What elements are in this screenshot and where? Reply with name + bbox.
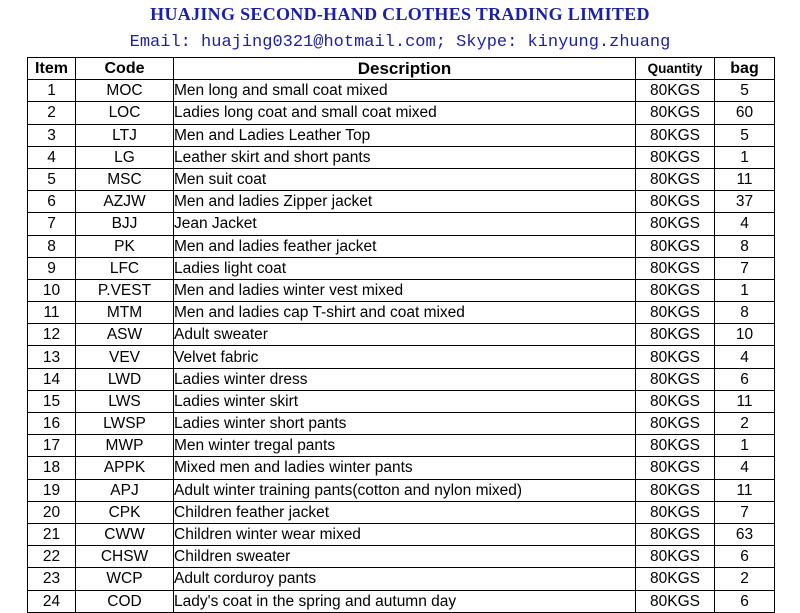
quantity-cell: 80KGS [636, 324, 715, 346]
description-cell: Men winter tregal pants [174, 435, 636, 457]
quantity-cell: 80KGS [636, 235, 715, 257]
code-cell: MWP [76, 435, 174, 457]
item-cell: 7 [28, 213, 76, 235]
description-cell: Children sweater [174, 546, 636, 568]
item-cell: 17 [28, 435, 76, 457]
description-cell: Men and ladies cap T-shirt and coat mixed [174, 302, 636, 324]
code-cell: LTJ [76, 124, 174, 146]
table-row [28, 213, 775, 235]
bag-cell: 2 [715, 413, 775, 435]
table-row [28, 235, 775, 257]
item-cell: 12 [28, 324, 76, 346]
quantity-cell: 80KGS [636, 302, 715, 324]
bag-cell: 63 [715, 523, 775, 545]
quantity-cell: 80KGS [636, 413, 715, 435]
bag-cell: 11 [715, 168, 775, 190]
description-cell: Ladies light coat [174, 257, 636, 279]
description-cell: Ladies winter dress [174, 368, 636, 390]
table-row [28, 390, 775, 412]
quantity-cell: 80KGS [636, 368, 715, 390]
item-cell: 16 [28, 413, 76, 435]
bag-cell: 11 [715, 479, 775, 501]
code-cell: LFC [76, 257, 174, 279]
bag-cell: 4 [715, 346, 775, 368]
code-cell: LWD [76, 368, 174, 390]
bag-cell: 7 [715, 501, 775, 523]
table-row [28, 102, 775, 124]
column-header-description: Description [174, 58, 636, 80]
table-row [28, 413, 775, 435]
code-cell: CWW [76, 523, 174, 545]
quantity-cell: 80KGS [636, 479, 715, 501]
code-cell: COD [76, 590, 174, 612]
bag-cell: 4 [715, 457, 775, 479]
table-row [28, 146, 775, 168]
code-cell: CPK [76, 501, 174, 523]
description-cell: Velvet fabric [174, 346, 636, 368]
table-row [28, 568, 775, 590]
table-row [28, 457, 775, 479]
table-row [28, 124, 775, 146]
bag-cell: 1 [715, 279, 775, 301]
description-cell: Men long and small coat mixed [174, 80, 636, 102]
description-cell: Adult sweater [174, 324, 636, 346]
description-cell: Men and ladies feather jacket [174, 235, 636, 257]
code-cell: LWS [76, 390, 174, 412]
item-cell: 8 [28, 235, 76, 257]
item-cell: 14 [28, 368, 76, 390]
table-row [28, 191, 775, 213]
quantity-cell: 80KGS [636, 191, 715, 213]
price-list-table [27, 57, 775, 613]
bag-cell: 8 [715, 302, 775, 324]
column-header-bag: bag [715, 58, 775, 80]
quantity-cell: 80KGS [636, 568, 715, 590]
item-cell: 6 [28, 191, 76, 213]
quantity-cell: 80KGS [636, 102, 715, 124]
item-cell: 20 [28, 501, 76, 523]
quantity-cell: 80KGS [636, 501, 715, 523]
item-cell: 4 [28, 146, 76, 168]
quantity-cell: 80KGS [636, 346, 715, 368]
table-body [28, 80, 775, 613]
item-cell: 21 [28, 523, 76, 545]
quantity-cell: 80KGS [636, 146, 715, 168]
quantity-cell: 80KGS [636, 257, 715, 279]
table-row [28, 80, 775, 102]
code-cell: APJ [76, 479, 174, 501]
item-cell: 22 [28, 546, 76, 568]
description-cell: Men suit coat [174, 168, 636, 190]
code-cell: LWSP [76, 413, 174, 435]
contact-line: Email: huajing0321@hotmail.com; Skype: kinyung.zhuang [129, 33, 671, 52]
item-cell: 18 [28, 457, 76, 479]
item-cell: 19 [28, 479, 76, 501]
code-cell: LG [76, 146, 174, 168]
bag-cell: 10 [715, 324, 775, 346]
bag-cell: 8 [715, 235, 775, 257]
item-cell: 15 [28, 390, 76, 412]
quantity-cell: 80KGS [636, 590, 715, 612]
bag-cell: 7 [715, 257, 775, 279]
description-cell: Adult winter training pants(cotton and nylon mixed) [174, 479, 636, 501]
bag-cell: 1 [715, 435, 775, 457]
description-cell: Ladies winter skirt [174, 390, 636, 412]
header-row [28, 58, 775, 80]
column-header-quantity: Quantity [636, 58, 715, 80]
code-cell: AZJW [76, 191, 174, 213]
table-row [28, 279, 775, 301]
table-row [28, 257, 775, 279]
quantity-cell: 80KGS [636, 546, 715, 568]
quantity-cell: 80KGS [636, 124, 715, 146]
bag-cell: 4 [715, 213, 775, 235]
quantity-cell: 80KGS [636, 80, 715, 102]
column-header-code: Code [76, 58, 174, 80]
item-cell: 23 [28, 568, 76, 590]
code-cell: MSC [76, 168, 174, 190]
bag-cell: 5 [715, 124, 775, 146]
quantity-cell: 80KGS [636, 390, 715, 412]
description-cell: Children feather jacket [174, 501, 636, 523]
description-cell: Men and ladies Zipper jacket [174, 191, 636, 213]
bag-cell: 5 [715, 80, 775, 102]
code-cell: CHSW [76, 546, 174, 568]
description-cell: Ladies winter short pants [174, 413, 636, 435]
quantity-cell: 80KGS [636, 435, 715, 457]
code-cell: APPK [76, 457, 174, 479]
bag-cell: 11 [715, 390, 775, 412]
table-row [28, 546, 775, 568]
bag-cell: 2 [715, 568, 775, 590]
table-row [28, 523, 775, 545]
bag-cell: 60 [715, 102, 775, 124]
table-header [28, 58, 775, 80]
bag-cell: 6 [715, 368, 775, 390]
quantity-cell: 80KGS [636, 168, 715, 190]
table-row [28, 302, 775, 324]
code-cell: ASW [76, 324, 174, 346]
item-cell: 5 [28, 168, 76, 190]
description-cell: Men and Ladies Leather Top [174, 124, 636, 146]
table-row [28, 501, 775, 523]
table-row [28, 324, 775, 346]
code-cell: VEV [76, 346, 174, 368]
column-header-item: Item [28, 58, 76, 80]
bag-cell: 1 [715, 146, 775, 168]
table-row [28, 590, 775, 612]
code-cell: PK [76, 235, 174, 257]
quantity-cell: 80KGS [636, 213, 715, 235]
quantity-cell: 80KGS [636, 457, 715, 479]
description-cell: Men and ladies winter vest mixed [174, 279, 636, 301]
description-cell: Ladies long coat and small coat mixed [174, 102, 636, 124]
description-cell: Leather skirt and short pants [174, 146, 636, 168]
table-row [28, 346, 775, 368]
quantity-cell: 80KGS [636, 279, 715, 301]
code-cell: MOC [76, 80, 174, 102]
item-cell: 24 [28, 590, 76, 612]
item-cell: 10 [28, 279, 76, 301]
code-cell: BJJ [76, 213, 174, 235]
description-cell: Mixed men and ladies winter pants [174, 457, 636, 479]
table-row [28, 435, 775, 457]
company-title: HUAJING SECOND-HAND CLOTHES TRADING LIMITED [150, 4, 650, 24]
description-cell: Children winter wear mixed [174, 523, 636, 545]
item-cell: 9 [28, 257, 76, 279]
description-cell: Adult corduroy pants [174, 568, 636, 590]
quantity-cell: 80KGS [636, 523, 715, 545]
table-row [28, 368, 775, 390]
bag-cell: 37 [715, 191, 775, 213]
code-cell: P.VEST [76, 279, 174, 301]
table-row [28, 479, 775, 501]
item-cell: 2 [28, 102, 76, 124]
code-cell: WCP [76, 568, 174, 590]
code-cell: MTM [76, 302, 174, 324]
bag-cell: 6 [715, 590, 775, 612]
item-cell: 13 [28, 346, 76, 368]
item-cell: 3 [28, 124, 76, 146]
item-cell: 1 [28, 80, 76, 102]
description-cell: Lady's coat in the spring and autumn day [174, 590, 636, 612]
table-row [28, 168, 775, 190]
item-cell: 11 [28, 302, 76, 324]
code-cell: LOC [76, 102, 174, 124]
bag-cell: 6 [715, 546, 775, 568]
description-cell: Jean Jacket [174, 213, 636, 235]
